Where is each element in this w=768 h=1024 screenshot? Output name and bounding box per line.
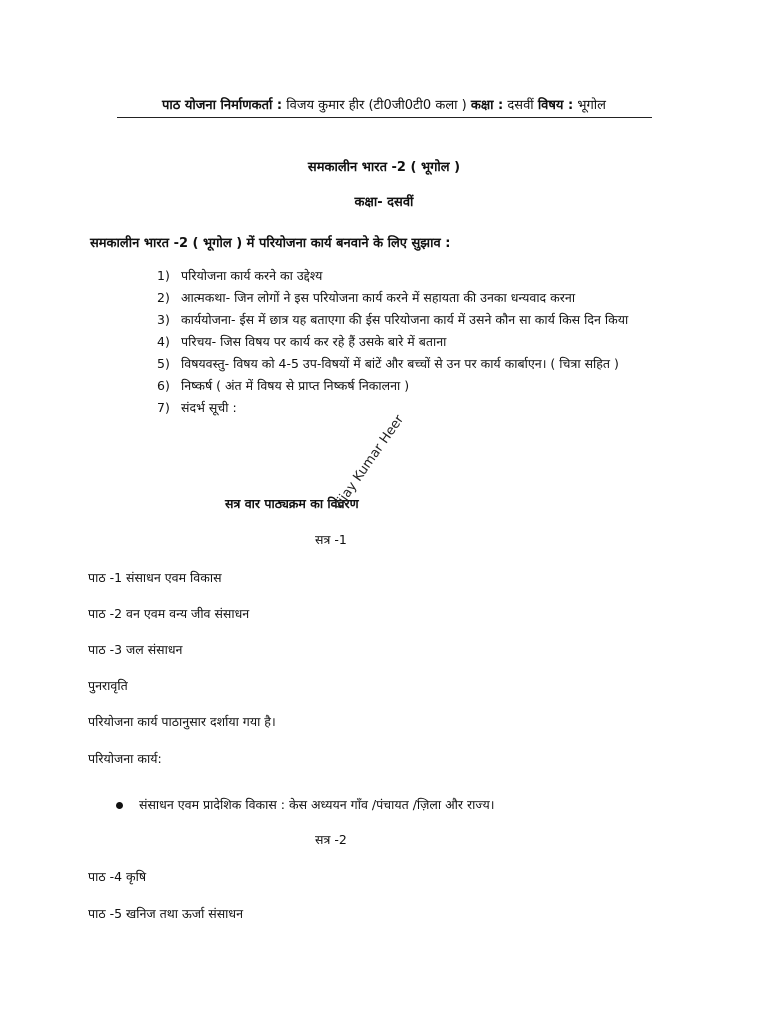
lesson-1: पाठ -1 संसाधन एवम विकास [88, 570, 222, 585]
project-note: परियोजना कार्य पाठानुसार दर्शाया गया है। [88, 714, 276, 729]
header-class-value: दसवीं [503, 98, 538, 113]
list-item: 6) निष्कर्ष ( अंत में विषय से प्राप्त निष्कर्ष निकालना ) [157, 378, 410, 393]
list-item: 4) परिचय- जिस विषय पर कार्य कर रहे हैं उसके बारे में बताना [157, 334, 447, 349]
suggestions-heading: समकालीन भारत -2 ( भूगोल ) में परियोजना कार्य बनवाने के लिए सुझाव : [90, 236, 451, 251]
lesson-5: पाठ -5 खनिज तथा ऊर्जा संसाधन [88, 906, 244, 921]
header-divider [117, 117, 652, 118]
term-1-label: सत्र -1 [315, 532, 347, 547]
project-bullet-item: संसाधन एवम प्रादेशिक विकास : केस अध्ययन गाँव /पंचायत /ज़िला और राज्य। [116, 796, 494, 813]
term-2-label: सत्र -2 [315, 832, 347, 847]
bullet-icon [116, 802, 123, 809]
syllabus-heading: सत्र वार पाठ्यक्रम का विवरण [225, 496, 359, 511]
list-item: 7) संदर्भ सूची : [157, 400, 237, 415]
suggestions-list [157, 265, 677, 419]
watermark-signature: Vijay Kumar Heer [330, 412, 408, 514]
header-subject-value: भूगोल [573, 98, 606, 113]
document-subtitle: कक्षा- दसवीं [354, 195, 414, 210]
header-author-value: विजय कुमार हीर (टी0जी0टी0 कला ) [282, 98, 471, 113]
project-label: परियोजना कार्य: [88, 751, 162, 766]
list-item: 1) परियोजना कार्य करने का उद्देश्य [157, 268, 323, 283]
header-author-label: पाठ योजना निर्माणकर्ता : [162, 98, 283, 113]
lesson-2: पाठ -2 वन एवम वन्य जीव संसाधन [88, 606, 250, 621]
header-class-label: कक्षा : [470, 98, 504, 113]
document-title: समकालीन भारत -2 ( भूगोल ) [307, 160, 461, 175]
lesson-4: पाठ -4 कृषि [88, 869, 147, 884]
lesson-3: पाठ -3 जल संसाधन [88, 642, 183, 657]
revision-label: पुनरावृति [88, 678, 128, 693]
document-header [0, 95, 768, 113]
header-subject-label: विषय : [537, 98, 574, 113]
list-item: 3) कार्ययोजना- ईस में छात्र यह बताएगा की ईस परियोजना कार्य में उसने कौन सा कार्य किस दिन किया [157, 312, 629, 327]
list-item: 2) आत्मकथा- जिन लोगों ने इस परियोजना कार्य करने में सहायता की उनका धन्यवाद करना [157, 290, 576, 305]
list-item: 5) विषयवस्तु- विषय को 4-5 उप-विषयों में बांटें और बच्चों से उन पर कार्य कार्बाएन। ( चित्रा सहित ) [157, 356, 619, 371]
